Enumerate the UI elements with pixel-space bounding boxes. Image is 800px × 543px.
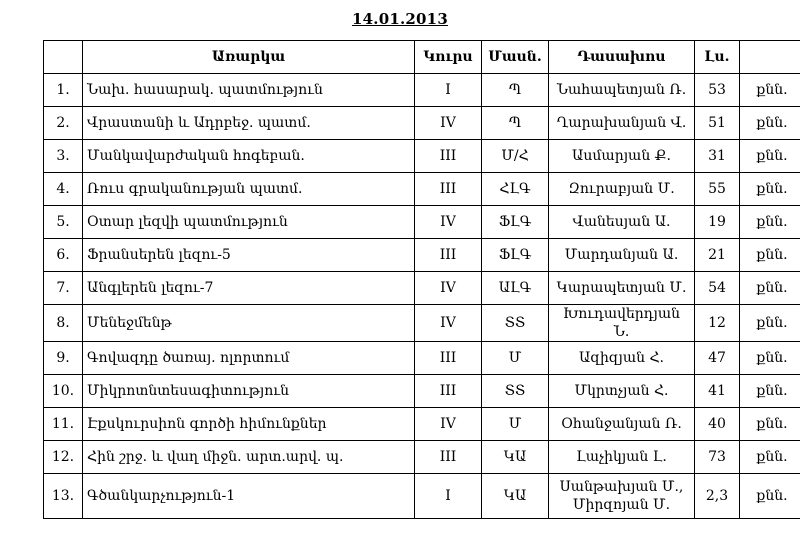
table-row — [44, 239, 800, 272]
row-course: III — [415, 375, 482, 408]
row-dept: ԿԱ — [482, 474, 549, 519]
row-course: III — [415, 342, 482, 375]
row-unit: քնն. — [740, 74, 800, 107]
table-row — [44, 140, 800, 173]
row-course: IV — [415, 272, 482, 305]
row-room: 54 — [695, 272, 740, 305]
row-teacher: Խուդավերդյան Ն. — [549, 305, 695, 342]
row-teacher-line-1: Սանթախյան Մ., — [559, 479, 684, 495]
table-row — [44, 107, 800, 140]
row-dept: ՖԼԳ — [482, 239, 549, 272]
row-room: 12 — [695, 305, 740, 342]
row-dept: ՏՏ — [482, 375, 549, 408]
row-subject: Նախ. հասարակ. պատմություն — [83, 74, 415, 107]
header-room: Լս. — [695, 41, 740, 74]
row-dept: Պ — [482, 74, 549, 107]
row-dept: Մ — [482, 342, 549, 375]
row-number: 12. — [44, 441, 83, 474]
row-unit: քնն. — [740, 408, 800, 441]
row-teacher-line-2: Միրզոյան Մ. — [572, 497, 671, 513]
row-room: 73 — [695, 441, 740, 474]
header-dept: Մասն. — [482, 41, 549, 74]
row-teacher: Ազիզյան Հ. — [549, 342, 695, 375]
row-subject: Մանկավարժական հոգեբան. — [83, 140, 415, 173]
table-row — [44, 441, 800, 474]
row-room: 47 — [695, 342, 740, 375]
row-unit: քնն. — [740, 375, 800, 408]
row-course: III — [415, 173, 482, 206]
table-row — [44, 342, 800, 375]
row-course: IV — [415, 305, 482, 342]
row-room: 31 — [695, 140, 740, 173]
row-course: IV — [415, 408, 482, 441]
row-room: 51 — [695, 107, 740, 140]
row-dept: ՖԼԳ — [482, 206, 549, 239]
row-subject: Հին շրջ. և վաղ միջն. արտ.արվ. պ. — [83, 441, 415, 474]
table-row — [44, 173, 800, 206]
exam-schedule-table — [43, 40, 800, 519]
row-number: 9. — [44, 342, 83, 375]
row-subject: Գովազդը ծառայ. ոլորտում — [83, 342, 415, 375]
table-row — [44, 408, 800, 441]
row-number: 4. — [44, 173, 83, 206]
row-unit: քնն. — [740, 206, 800, 239]
row-teacher: Մկրտչյան Հ. — [549, 375, 695, 408]
row-room: 40 — [695, 408, 740, 441]
row-room: 21 — [695, 239, 740, 272]
table-row — [44, 206, 800, 239]
row-subject: Մենեջմենթ — [83, 305, 415, 342]
document-date: 14.01.2013 — [352, 10, 448, 28]
row-subject: Ռուս գրականության պատմ. — [83, 173, 415, 206]
row-teacher: Մարդանյան Ա. — [549, 239, 695, 272]
row-room: 41 — [695, 375, 740, 408]
row-dept: ԿԱ — [482, 441, 549, 474]
row-number: 3. — [44, 140, 83, 173]
row-dept: ՀԼԳ — [482, 173, 549, 206]
row-subject: Անգլերեն լեզու-7 — [83, 272, 415, 305]
row-course: I — [415, 74, 482, 107]
row-teacher: Օհանջանյան Ռ. — [549, 408, 695, 441]
row-subject: Էքսկուրսիոն գործի հիմունքներ — [83, 408, 415, 441]
header-teacher: Դասախոս — [549, 41, 695, 74]
row-dept: Մ/Հ — [482, 140, 549, 173]
row-dept: Պ — [482, 107, 549, 140]
row-number: 13. — [44, 474, 83, 519]
row-subject: Գծանկարչություն-1 — [83, 474, 415, 519]
table-row — [44, 305, 800, 342]
row-number: 10. — [44, 375, 83, 408]
row-teacher — [549, 474, 695, 519]
row-subject: Օտար լեզվի պատմություն — [83, 206, 415, 239]
row-teacher: Նահապետյան Ռ. — [549, 74, 695, 107]
table-row — [44, 74, 800, 107]
table-row — [44, 272, 800, 305]
row-number: 1. — [44, 74, 83, 107]
row-teacher: Զուրաբյան Մ. — [549, 173, 695, 206]
row-teacher: Կարապետյան Մ. — [549, 272, 695, 305]
row-course: III — [415, 441, 482, 474]
row-number: 6. — [44, 239, 83, 272]
row-dept: ԱԼԳ — [482, 272, 549, 305]
row-course: III — [415, 140, 482, 173]
table-row — [44, 474, 800, 519]
row-dept: Մ — [482, 408, 549, 441]
row-room: 53 — [695, 74, 740, 107]
row-unit: քնն. — [740, 305, 800, 342]
row-unit: քնն. — [740, 239, 800, 272]
row-teacher: Ղարախանյան Վ. — [549, 107, 695, 140]
header-num — [44, 41, 83, 74]
row-unit: քնն. — [740, 107, 800, 140]
row-unit: քնն. — [740, 474, 800, 519]
row-unit: քնն. — [740, 140, 800, 173]
row-teacher: Վանեսյան Ա. — [549, 206, 695, 239]
row-teacher: Ասմարյան Ք. — [549, 140, 695, 173]
header-course: Կուրս — [415, 41, 482, 74]
row-subject: Վրաստանի և Ադրբեջ. պատմ. — [83, 107, 415, 140]
row-number: 2. — [44, 107, 83, 140]
row-unit: քնն. — [740, 441, 800, 474]
row-course: I — [415, 474, 482, 519]
header-unit — [740, 41, 800, 74]
row-subject: Ֆրանսերեն լեզու-5 — [83, 239, 415, 272]
row-subject: Միկրոտնտեսագիտություն — [83, 375, 415, 408]
row-unit: քնն. — [740, 342, 800, 375]
table-header-row — [44, 41, 800, 74]
header-subject: Առարկա — [83, 41, 415, 74]
row-course: III — [415, 239, 482, 272]
row-course: IV — [415, 206, 482, 239]
row-room: 19 — [695, 206, 740, 239]
row-room: 55 — [695, 173, 740, 206]
row-course: IV — [415, 107, 482, 140]
row-number: 7. — [44, 272, 83, 305]
row-number: 11. — [44, 408, 83, 441]
row-number: 8. — [44, 305, 83, 342]
row-room: 2,3 — [695, 474, 740, 519]
table-row — [44, 375, 800, 408]
row-number: 5. — [44, 206, 83, 239]
row-unit: քնն. — [740, 272, 800, 305]
row-unit: քնն. — [740, 173, 800, 206]
row-dept: ՏՏ — [482, 305, 549, 342]
row-teacher: Լաչիկյան Լ. — [549, 441, 695, 474]
